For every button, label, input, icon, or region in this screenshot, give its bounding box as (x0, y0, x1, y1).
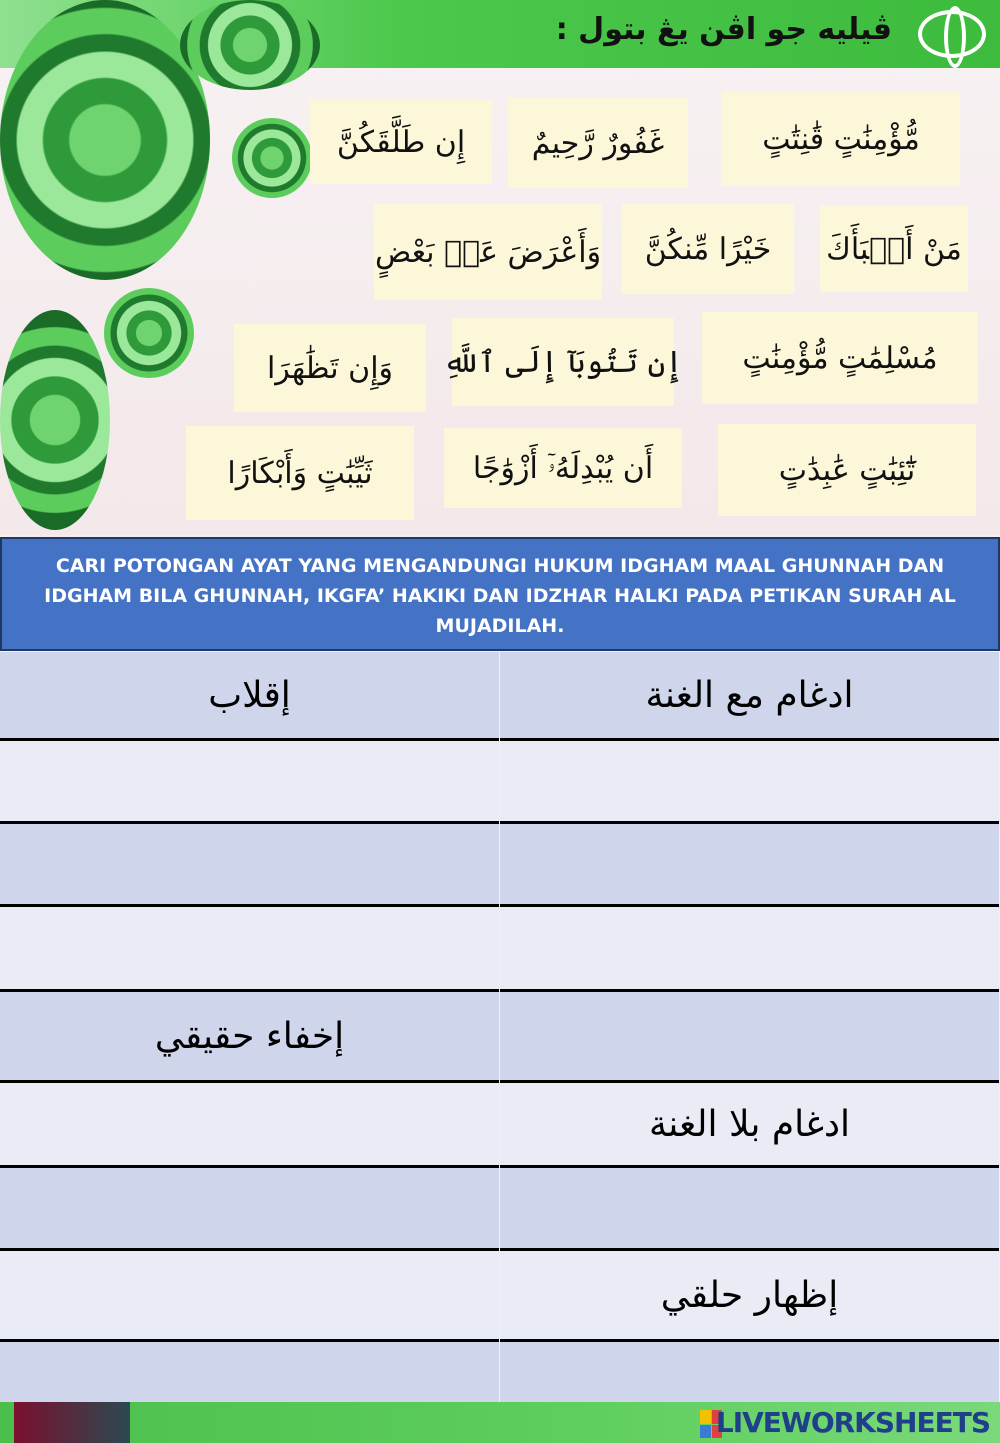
answer-drop-zone[interactable] (500, 824, 999, 904)
phrase[interactable]: مُسْلِمَٰتٍ مُّؤْمِنَٰتٍ (702, 312, 978, 404)
heading-idgham-maal-ghunnah: ادغام مع الغنة (500, 652, 999, 738)
school-logo (918, 10, 986, 58)
ornament-icon (232, 118, 312, 198)
phrase[interactable]: ثَيِّبَٰتٍ وَأَبْكَارًا (186, 426, 414, 520)
instruction-text: CARI POTONGAN AYAT YANG MENGANDUNGI HUKUM IDGHAM MAAL GHUNNAH DAN IDGHAM BILA GHUNNAH, IKGFA’ HAKIKI DAN IDZHAR HALKI PADA PETIKAN SURAH AL MUJADILAH. (0, 537, 1000, 651)
table-right-column (500, 652, 999, 1400)
phrase[interactable]: مُّؤْمِنَٰتٍ قَٰنِتَٰتٍ (722, 92, 960, 186)
header-area (0, 0, 1000, 535)
heading-ikhfa-haqiqi: إخفاء حقيقي (0, 992, 499, 1080)
heading-izhar-halqi: إظهار حلقي (500, 1251, 999, 1339)
ornament-icon (180, 0, 320, 90)
answer-drop-zone[interactable] (0, 741, 499, 821)
phrase[interactable]: وَأَعْرَضَ عَنۢ بَعْضٍ (374, 204, 602, 300)
phrase[interactable]: إِن تَتُوبَآ إِلَى ٱللَّهِ (452, 318, 674, 406)
answer-drop-zone[interactable] (0, 907, 499, 989)
phrase[interactable]: مَنْ أَنۢبَأَكَ (820, 206, 968, 292)
heading-iqlab: إقلاب (0, 652, 499, 738)
phrase[interactable]: أَن يُبْدِلَهُۥٓ أَزْوَٰجًا (444, 428, 682, 508)
phrase[interactable]: خَيْرًا مِّنكُنَّ (622, 204, 794, 294)
phrase[interactable]: وَإِن تَظَٰهَرَا (234, 324, 426, 412)
ornament-icon (0, 310, 110, 530)
footer (0, 1402, 1000, 1443)
liveworksheets-brand: LIVEWORKSHEETS (715, 1406, 990, 1439)
answer-drop-zone[interactable] (0, 1168, 499, 1248)
phrase[interactable]: غَفُورٌ رَّحِيمٌ (508, 98, 688, 188)
answer-drop-zone[interactable] (0, 1083, 499, 1165)
answer-drop-zone[interactable] (500, 741, 999, 821)
answer-drop-zone[interactable] (500, 907, 999, 989)
heading-idgham-bila-ghunnah: ادغام بلا الغنة (500, 1083, 999, 1165)
phrase[interactable]: تَٰٓئِبَٰتٍ عَٰبِدَٰتٍ (718, 424, 976, 516)
page-title: ڤيليه جو اڤن يڠ بتول : (555, 12, 892, 47)
answer-drop-zone[interactable] (0, 1251, 499, 1339)
table-left-column (0, 652, 499, 1400)
answer-drop-zone[interactable] (500, 1168, 999, 1248)
answer-drop-zone[interactable] (0, 824, 499, 904)
answer-drop-zone[interactable] (500, 992, 999, 1080)
ornament-icon (0, 0, 210, 280)
decorative-image (14, 1402, 130, 1443)
phrase[interactable]: إِن طَلَّقَكُنَّ (310, 100, 492, 184)
ornament-icon (104, 288, 194, 378)
